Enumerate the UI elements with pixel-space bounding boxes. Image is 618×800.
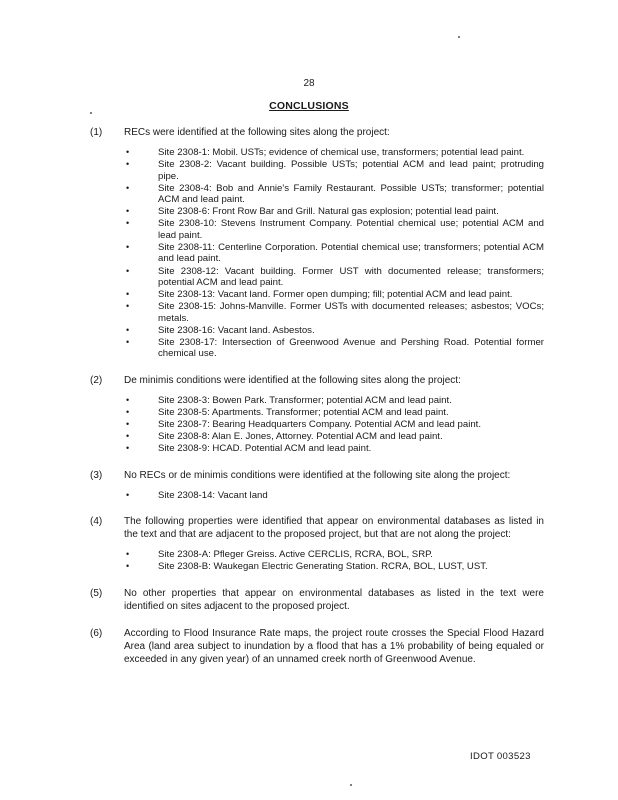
bullet-icon: • (126, 549, 130, 560)
section-text: The following properties were identified that appear on environmental databases as listed in the text and that are adjacent to the proposed project, but that are not along the project: (124, 516, 544, 541)
conclusion-section (0, 587, 618, 613)
bullet-icon: • (126, 431, 130, 442)
bullet-icon: • (126, 241, 130, 252)
list-item: • Site 2308-17: Intersection of Greenwood Avenue and Pershing Road. Potential former chemical use. (126, 336, 544, 360)
bullet-icon: • (126, 336, 130, 347)
bullet-icon: • (126, 218, 130, 229)
page-number: 28 (303, 78, 315, 89)
list-item: • Site 2308-A: Pfleger Greiss. Active CERCLIS, RCRA, BOL, SRP. (126, 549, 433, 561)
bullet-icon: • (126, 301, 130, 312)
conclusions-list (0, 126, 618, 680)
list-item: • Site 2308-8: Alan E. Jones, Attorney. Potential ACM and lead paint. (126, 431, 443, 443)
section-text: According to Flood Insurance Rate maps, the project route crosses the Special Flood Hazard Area (land area subject to inundation by a flood that has a 1% probability of being equaled or exceeded in any given year) of an unnamed creek north of Greenwood Avenue. (124, 627, 544, 665)
list-item: • Site 2308-6: Front Row Bar and Grill. Natural gas explosion; potential lead paint. (126, 206, 499, 218)
scan-speck (90, 112, 92, 114)
bullet-icon: • (126, 419, 130, 430)
document-id: IDOT 003523 (470, 751, 531, 762)
list-item: • Site 2308-14: Vacant land (126, 489, 268, 501)
list-item: • Site 2308-11: Centerline Corporation. Potential chemical use; transformers; potential ACM and lead paint. (126, 241, 544, 265)
list-item: • Site 2308-16: Vacant land. Asbestos. (126, 324, 315, 336)
list-item: • Site 2308-13: Vacant land. Former open dumping; fill; potential ACM and lead paint. (126, 289, 513, 301)
section-number: (1) (90, 127, 103, 138)
bullet-icon: • (126, 394, 130, 405)
section-text: RECs were identified at the following sites along the project: (124, 127, 390, 138)
section-number: (6) (90, 627, 103, 639)
section-number: (2) (90, 374, 103, 386)
bullet-list (0, 147, 618, 360)
list-item: • Site 2308-3: Bowen Park. Transformer; potential ACM and lead paint. (126, 394, 452, 406)
list-item: • Site 2308-B: Waukegan Electric Generating Station. RCRA, BOL, LUST, UST. (126, 561, 488, 573)
section-text: De minimis conditions were identified at the following sites along the project: (124, 374, 461, 386)
section-number: (5) (90, 587, 103, 599)
bullet-list (0, 490, 618, 502)
bullet-icon: • (126, 324, 130, 335)
list-item: • Site 2308-7: Bearing Headquarters Company. Potential ACM and lead paint. (126, 419, 482, 431)
conclusion-section (0, 515, 618, 573)
scan-speck (458, 36, 460, 38)
bullet-icon: • (126, 159, 130, 170)
bullet-list (0, 395, 618, 455)
list-item: • Site 2308-15: Johns-Manville. Former USTs with documented releases; asbestos; VOCs; metals. (126, 301, 544, 324)
conclusion-section (0, 469, 618, 502)
bullet-icon: • (126, 407, 130, 418)
bullet-icon: • (126, 443, 130, 454)
section-text: No RECs or de minimis conditions were identified at the following site along the project: (124, 469, 511, 481)
list-item: • Site 2308-1: Mobil. USTs; evidence of chemical use, transformers; potential lead paint. (126, 147, 525, 158)
bullet-icon: • (126, 265, 130, 276)
bullet-icon: • (126, 182, 130, 193)
section-number: (3) (90, 469, 103, 481)
bullet-icon: • (126, 489, 130, 500)
list-item: • Site 2308-10: Stevens Instrument Company. Potential chemical use; potential ACM and lead paint. (126, 218, 544, 241)
list-item: • Site 2308-9: HCAD. Potential ACM and lead paint. (126, 443, 372, 455)
list-item: • Site 2308-5: Apartments. Transformer; potential ACM and lead paint. (126, 407, 449, 419)
conclusion-section (0, 126, 618, 360)
bullet-icon: • (126, 561, 130, 572)
section-number: (4) (90, 516, 103, 528)
scan-speck (350, 784, 352, 786)
bullet-list (0, 549, 618, 573)
list-item: • Site 2308-4: Bob and Annie's Family Restaurant. Possible USTs; transformer; potential ACM and lead paint. (126, 182, 544, 206)
page-title: CONCLUSIONS (269, 100, 349, 112)
list-item: • Site 2308-2: Vacant building. Possible USTs; potential ACM and lead paint; protruding pipe. (126, 159, 544, 182)
bullet-icon: • (126, 206, 130, 217)
conclusion-section (0, 627, 618, 666)
bullet-icon: • (126, 147, 130, 157)
conclusion-section (0, 374, 618, 455)
section-text: No other properties that appear on environmental databases as listed in the text were identified on sites adjacent to the proposed project. (124, 587, 544, 612)
bullet-icon: • (126, 289, 130, 300)
list-item: • Site 2308-12: Vacant building. Former UST with documented release; transformers; potential ACM and lead paint. (126, 265, 544, 289)
